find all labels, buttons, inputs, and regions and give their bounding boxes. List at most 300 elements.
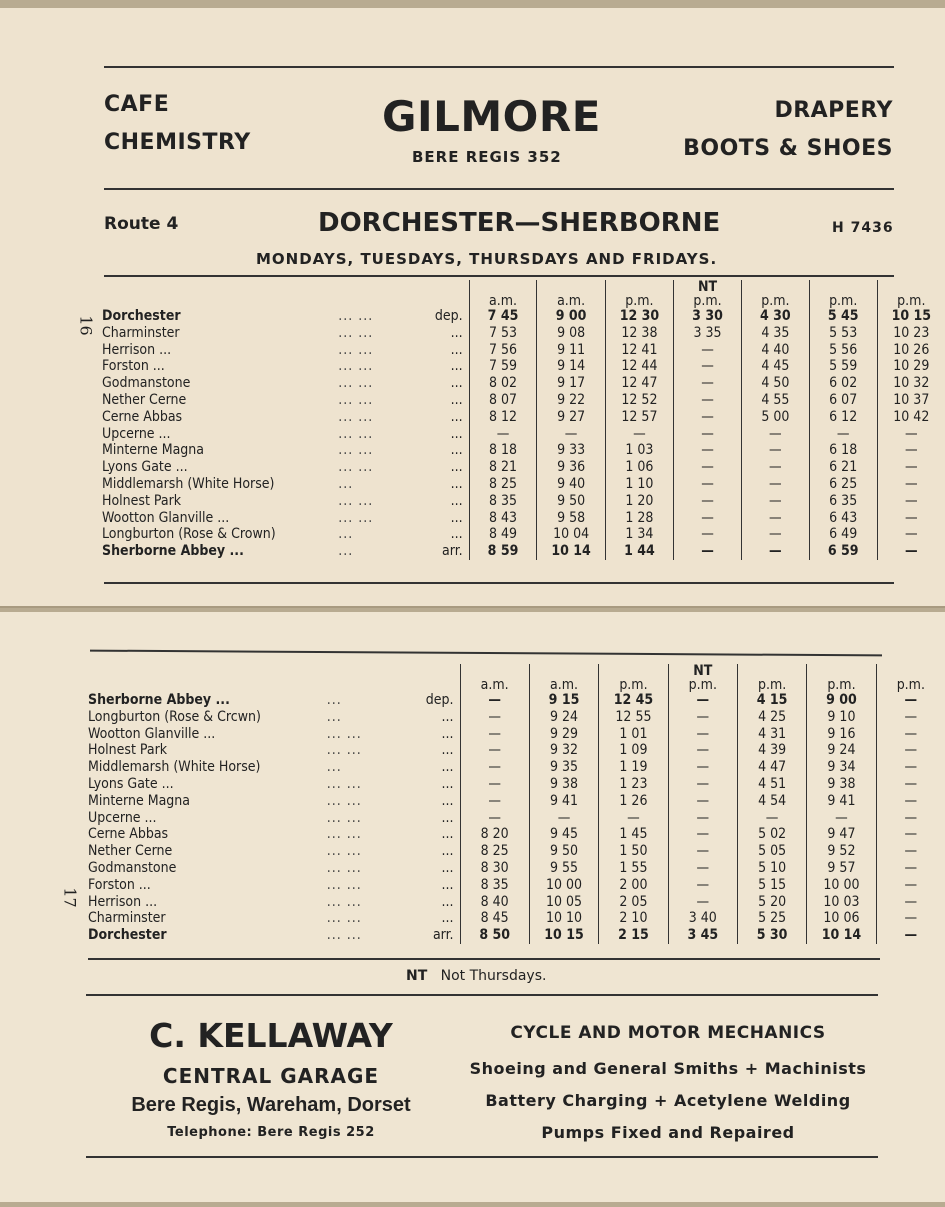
footnote (406, 968, 546, 984)
time-cell: — (674, 476, 742, 493)
time-cell: — (876, 927, 945, 944)
time-cell: — (668, 726, 737, 743)
time-cell: 8 35 (469, 493, 537, 510)
stop-name: Minterne Magna (102, 442, 204, 459)
time-cell: 8 45 (460, 910, 529, 927)
stop-name: Sherborne Abbey ... (88, 692, 230, 708)
time-cell: 9 24 (807, 742, 876, 759)
table-row (102, 375, 945, 392)
time-cell: 3 40 (668, 910, 737, 927)
table-row (102, 510, 945, 527)
time-cell: — (460, 759, 529, 776)
leader-dots: ... ... (338, 442, 374, 459)
divider (88, 958, 880, 960)
dep-arr-mark: ... (450, 442, 463, 459)
time-cell: — (460, 810, 529, 827)
time-cell: — (674, 459, 742, 476)
leader-dots: ... ... (326, 725, 362, 742)
table-row (102, 426, 945, 443)
time-cell: 9 29 (529, 726, 598, 743)
time-cell: — (469, 426, 537, 443)
time-cell: — (668, 709, 737, 726)
time-cell: 1 09 (599, 742, 668, 759)
column-ampm: p.m. (668, 678, 737, 692)
time-cell: — (674, 442, 742, 459)
stop-name: Holnest Park (88, 742, 168, 759)
column-ampm: p.m. (809, 294, 877, 308)
column-ampm: a.m. (460, 678, 529, 692)
time-cell: — (674, 510, 742, 527)
column-ampm: p.m. (599, 678, 668, 692)
stop-name: Nether Cerne (102, 391, 187, 408)
stop-name: Forston ... (88, 876, 151, 893)
time-cell: 1 26 (599, 793, 668, 810)
time-cell: 9 55 (529, 860, 598, 877)
time-cell: 8 40 (460, 894, 529, 911)
stop-name: Middlemarsh (White Horse) (88, 759, 261, 776)
dep-arr-mark: ... (450, 408, 463, 425)
time-cell: — (674, 392, 742, 409)
time-cell: 9 41 (529, 793, 598, 810)
time-cell: — (807, 810, 876, 827)
time-cell: — (674, 409, 742, 426)
time-cell: 6 35 (809, 493, 877, 510)
time-cell: 2 10 (599, 910, 668, 927)
time-cell: 4 47 (737, 759, 806, 776)
leader-dots: ... ... (338, 425, 374, 442)
time-cell: 1 44 (605, 543, 673, 560)
time-cell: — (877, 442, 945, 459)
leader-dots: ... ... (326, 809, 362, 826)
time-cell: 5 00 (741, 409, 809, 426)
time-cell: — (809, 426, 877, 443)
stop-name: Dorchester (102, 308, 181, 324)
dep-arr-mark: ... (450, 526, 463, 543)
time-cell: 8 35 (460, 877, 529, 894)
time-cell: 5 10 (737, 860, 806, 877)
time-cell: 2 05 (599, 894, 668, 911)
column-ampm: p.m. (877, 294, 945, 308)
column-ampm: p.m. (737, 678, 806, 692)
time-cell: — (668, 810, 737, 827)
table-row (88, 894, 945, 911)
service-line: Shoeing and General Smiths + Machinists (469, 1059, 867, 1078)
time-cell: 9 27 (537, 409, 605, 426)
time-cell: 8 25 (469, 476, 537, 493)
time-cell: 3 35 (674, 325, 742, 342)
table-row (102, 543, 945, 560)
stop-name: Cerne Abbas (88, 826, 169, 843)
time-cell: — (668, 759, 737, 776)
time-cell: 9 14 (537, 358, 605, 375)
footnote-text: Not Thursdays. (440, 968, 547, 984)
time-cell: — (876, 776, 945, 793)
time-cell: — (877, 459, 945, 476)
time-cell: 9 00 (807, 692, 876, 709)
time-cell: — (674, 375, 742, 392)
time-cell: 10 23 (877, 325, 945, 342)
divider (90, 650, 882, 657)
time-cell: 1 55 (599, 860, 668, 877)
time-cell: — (668, 793, 737, 810)
time-cell: 5 15 (737, 877, 806, 894)
time-cell: 12 55 (599, 709, 668, 726)
column-note (537, 280, 605, 294)
leader-dots: ... ... (338, 324, 374, 341)
dep-arr-mark: ... (441, 876, 454, 893)
time-cell: — (876, 742, 945, 759)
time-cell: 4 35 (741, 325, 809, 342)
dep-arr-mark: ... (450, 475, 463, 492)
stop-name: Nether Cerne (88, 843, 173, 860)
time-cell: 9 36 (537, 459, 605, 476)
leader-dots: ... ... (326, 792, 362, 809)
dep-arr-mark: ... (441, 725, 454, 742)
time-cell: 10 26 (877, 342, 945, 359)
time-cell: 5 56 (809, 342, 877, 359)
time-cell: 6 59 (809, 543, 877, 560)
time-cell: 8 59 (469, 543, 537, 560)
time-cell: 4 25 (737, 709, 806, 726)
time-cell: 10 15 (877, 308, 945, 325)
column-ampm: p.m. (876, 678, 945, 692)
time-cell: 10 06 (807, 910, 876, 927)
time-cell: — (877, 476, 945, 493)
time-cell: 6 02 (809, 375, 877, 392)
dep-arr-mark: dep. (425, 692, 454, 708)
footnote-code: NT (406, 968, 428, 984)
table-row (88, 860, 945, 877)
table-row (88, 726, 945, 743)
dep-arr-mark: ... (450, 391, 463, 408)
time-cell: 9 38 (529, 776, 598, 793)
stop-name: Lyons Gate ... (102, 459, 188, 476)
time-cell: 10 42 (877, 409, 945, 426)
kellaway-garage: CENTRAL GARAGE (162, 1064, 380, 1088)
time-cell: — (877, 426, 945, 443)
time-cell: 6 21 (809, 459, 877, 476)
dep-arr-mark: ... (441, 910, 454, 927)
leader-dots: ... ... (326, 876, 362, 893)
time-cell: 8 07 (469, 392, 537, 409)
dep-arr-mark: ... (441, 859, 454, 876)
column-note (807, 664, 876, 678)
column-note (876, 664, 945, 678)
time-cell: 8 49 (469, 526, 537, 543)
time-cell: 6 43 (809, 510, 877, 527)
time-cell: 9 52 (807, 843, 876, 860)
gilmore-ad-right (683, 92, 893, 168)
divider (104, 582, 894, 584)
time-cell: — (460, 709, 529, 726)
stop-name: Longburton (Rose & Crown) (102, 526, 276, 543)
time-cell: 6 49 (809, 526, 877, 543)
time-cell: — (668, 877, 737, 894)
time-cell: — (668, 826, 737, 843)
dep-arr-mark: ... (441, 759, 454, 776)
time-cell: 5 05 (737, 843, 806, 860)
time-cell: 9 17 (537, 375, 605, 392)
time-cell: 9 41 (807, 793, 876, 810)
time-cell: — (674, 543, 742, 560)
time-cell: — (537, 426, 605, 443)
time-cell: 9 00 (537, 308, 605, 325)
time-cell: — (460, 726, 529, 743)
leader-dots: ... (326, 708, 342, 725)
leader-dots: ... ... (338, 509, 374, 526)
page-17 (0, 612, 945, 1202)
time-cell: — (529, 810, 598, 827)
leader-dots: ... (338, 526, 354, 543)
ad-right-line: BOOTS & SHOES (683, 136, 893, 161)
dep-arr-mark: ... (441, 893, 454, 910)
kellaway-telephone: Telephone: Bere Regis 252 (167, 1125, 375, 1140)
dep-arr-mark: ... (441, 809, 454, 826)
time-cell: — (741, 459, 809, 476)
time-cell: 9 58 (537, 510, 605, 527)
time-cell: — (668, 692, 737, 709)
time-cell: 2 00 (599, 877, 668, 894)
column-note (605, 280, 673, 294)
leader-dots: ... (338, 543, 354, 560)
route-code: H 7436 (832, 220, 894, 236)
timetable-sherborne-dorchester (88, 664, 945, 944)
leader-dots: ... ... (338, 459, 374, 476)
table-row (102, 442, 945, 459)
time-cell: — (460, 692, 529, 709)
time-cell: 7 56 (469, 342, 537, 359)
time-cell: 1 23 (599, 776, 668, 793)
time-cell: 10 05 (529, 894, 598, 911)
time-cell: 8 18 (469, 442, 537, 459)
time-cell: — (876, 692, 945, 709)
service-line: Battery Charging + Acetylene Welding (485, 1091, 851, 1110)
stop-name: Godmanstone (102, 375, 191, 392)
time-cell: 9 45 (529, 826, 598, 843)
divider (86, 994, 878, 996)
time-cell: — (877, 510, 945, 527)
time-cell: 10 14 (807, 927, 876, 944)
leader-dots: ... ... (338, 358, 374, 375)
stop-name: Middlemarsh (White Horse) (102, 475, 275, 492)
time-cell: 5 20 (737, 894, 806, 911)
table-row (88, 793, 945, 810)
column-note (599, 664, 668, 678)
leader-dots: ... (326, 692, 342, 708)
time-cell: 12 45 (599, 692, 668, 709)
time-cell: 1 28 (605, 510, 673, 527)
time-cell: 1 20 (605, 493, 673, 510)
time-cell: 5 25 (737, 910, 806, 927)
dep-arr-mark: ... (450, 358, 463, 375)
dep-arr-mark: ... (450, 459, 463, 476)
time-cell: 8 25 (460, 843, 529, 860)
dep-arr-mark: arr. (442, 543, 463, 560)
stop-name: Lyons Gate ... (88, 775, 174, 792)
leader-dots: ... ... (338, 391, 374, 408)
leader-dots: ... ... (326, 775, 362, 792)
time-cell: 5 02 (737, 826, 806, 843)
time-cell: — (668, 860, 737, 877)
time-cell: — (460, 776, 529, 793)
time-cell: 7 59 (469, 358, 537, 375)
divider (86, 1156, 878, 1158)
leader-dots: ... ... (338, 492, 374, 509)
gilmore-ad-left (104, 86, 251, 162)
time-cell: — (674, 342, 742, 359)
time-cell: 6 07 (809, 392, 877, 409)
time-cell: 8 12 (469, 409, 537, 426)
table-row (102, 325, 945, 342)
time-cell: 9 16 (807, 726, 876, 743)
time-cell: 7 53 (469, 325, 537, 342)
time-cell: 9 57 (807, 860, 876, 877)
column-ampm: a.m. (469, 294, 537, 308)
time-cell: 10 29 (877, 358, 945, 375)
time-cell: 6 12 (809, 409, 877, 426)
dep-arr-mark: ... (450, 341, 463, 358)
stop-name: Upcerne ... (102, 425, 171, 442)
time-cell: 1 06 (605, 459, 673, 476)
time-cell: 4 15 (737, 692, 806, 709)
table-row (88, 826, 945, 843)
time-cell: 10 00 (807, 877, 876, 894)
column-note (741, 280, 809, 294)
table-row (88, 843, 945, 860)
time-cell: 9 50 (537, 493, 605, 510)
time-cell: 12 52 (605, 392, 673, 409)
time-cell: 4 45 (741, 358, 809, 375)
time-cell: — (741, 426, 809, 443)
leader-dots: ... ... (338, 375, 374, 392)
column-ampm: a.m. (537, 294, 605, 308)
dep-arr-mark: ... (450, 375, 463, 392)
table-row (102, 392, 945, 409)
page-number: 16 (76, 315, 96, 336)
dep-arr-mark: ... (450, 509, 463, 526)
time-cell: 9 38 (807, 776, 876, 793)
time-cell: 2 15 (599, 927, 668, 944)
table-row (102, 526, 945, 543)
time-cell: 9 10 (807, 709, 876, 726)
table-row (88, 742, 945, 759)
table-row (88, 877, 945, 894)
gilmore-brand: GILMORE (382, 92, 601, 141)
time-cell: 6 18 (809, 442, 877, 459)
route-label: Route 4 (104, 214, 179, 234)
time-cell: 10 00 (529, 877, 598, 894)
leader-dots: ... ... (326, 742, 362, 759)
table-row (102, 409, 945, 426)
dep-arr-mark: ... (441, 708, 454, 725)
divider (104, 66, 894, 68)
timetable-dorchester-sherborne (102, 280, 945, 560)
time-cell: — (605, 426, 673, 443)
dep-arr-mark: ... (450, 324, 463, 341)
leader-dots: ... ... (326, 927, 362, 944)
dep-arr-mark: ... (441, 775, 454, 792)
time-cell: — (876, 759, 945, 776)
stop-name: Holnest Park (102, 492, 182, 509)
time-cell: 10 10 (529, 910, 598, 927)
route-days: MONDAYS, TUESDAYS, THURSDAYS AND FRIDAYS. (256, 250, 718, 268)
route-title: DORCHESTER—SHERBORNE (318, 208, 721, 238)
time-cell: 4 40 (741, 342, 809, 359)
time-cell: 12 47 (605, 375, 673, 392)
time-cell: 8 21 (469, 459, 537, 476)
table-row (102, 342, 945, 359)
column-ampm: p.m. (807, 678, 876, 692)
column-note (877, 280, 945, 294)
time-cell: — (599, 810, 668, 827)
time-cell: — (741, 442, 809, 459)
column-note (529, 664, 598, 678)
time-cell: 3 30 (674, 308, 742, 325)
time-cell: 10 14 (537, 543, 605, 560)
dep-arr-mark: ... (450, 425, 463, 442)
time-cell: 4 39 (737, 742, 806, 759)
time-cell: 9 15 (529, 692, 598, 709)
time-cell: 8 50 (460, 927, 529, 944)
column-note: NT (668, 664, 737, 678)
leader-dots: ... ... (326, 910, 362, 927)
time-cell: 10 15 (529, 927, 598, 944)
time-cell: — (668, 776, 737, 793)
time-cell: — (668, 843, 737, 860)
time-cell: 9 50 (529, 843, 598, 860)
time-cell: 9 34 (807, 759, 876, 776)
time-cell: 5 30 (737, 927, 806, 944)
time-cell: — (876, 810, 945, 827)
time-cell: 5 53 (809, 325, 877, 342)
stop-name: Charminster (88, 910, 166, 927)
column-note (469, 280, 537, 294)
leader-dots: ... (338, 475, 354, 492)
leader-dots: ... ... (326, 826, 362, 843)
time-cell: — (876, 826, 945, 843)
page-16 (0, 8, 945, 608)
time-cell: 4 55 (741, 392, 809, 409)
table-row (88, 692, 945, 709)
time-cell: — (876, 793, 945, 810)
time-cell: — (674, 358, 742, 375)
leader-dots: ... ... (326, 859, 362, 876)
column-note (737, 664, 806, 678)
time-cell: 1 34 (605, 526, 673, 543)
time-cell: 12 38 (605, 325, 673, 342)
column-ampm: p.m. (674, 294, 742, 308)
time-cell: 10 03 (807, 894, 876, 911)
time-cell: 7 45 (469, 308, 537, 325)
time-cell: 9 33 (537, 442, 605, 459)
time-cell: 8 20 (460, 826, 529, 843)
dep-arr-mark: ... (441, 843, 454, 860)
service-title: CYCLE AND MOTOR MECHANICS (510, 1023, 826, 1043)
time-cell: 9 35 (529, 759, 598, 776)
dep-arr-mark: ... (441, 826, 454, 843)
kellaway-address: Bere Regis, Wareham, Dorset (131, 1094, 411, 1116)
dep-arr-mark: ... (450, 492, 463, 509)
time-cell: 12 57 (605, 409, 673, 426)
stop-name: Charminster (102, 324, 180, 341)
page-number: 17 (60, 887, 80, 908)
column-ampm: a.m. (529, 678, 598, 692)
time-cell: — (668, 894, 737, 911)
time-cell: 12 30 (605, 308, 673, 325)
leader-dots: ... ... (338, 408, 374, 425)
time-cell: 3 45 (668, 927, 737, 944)
time-cell: 1 01 (599, 726, 668, 743)
